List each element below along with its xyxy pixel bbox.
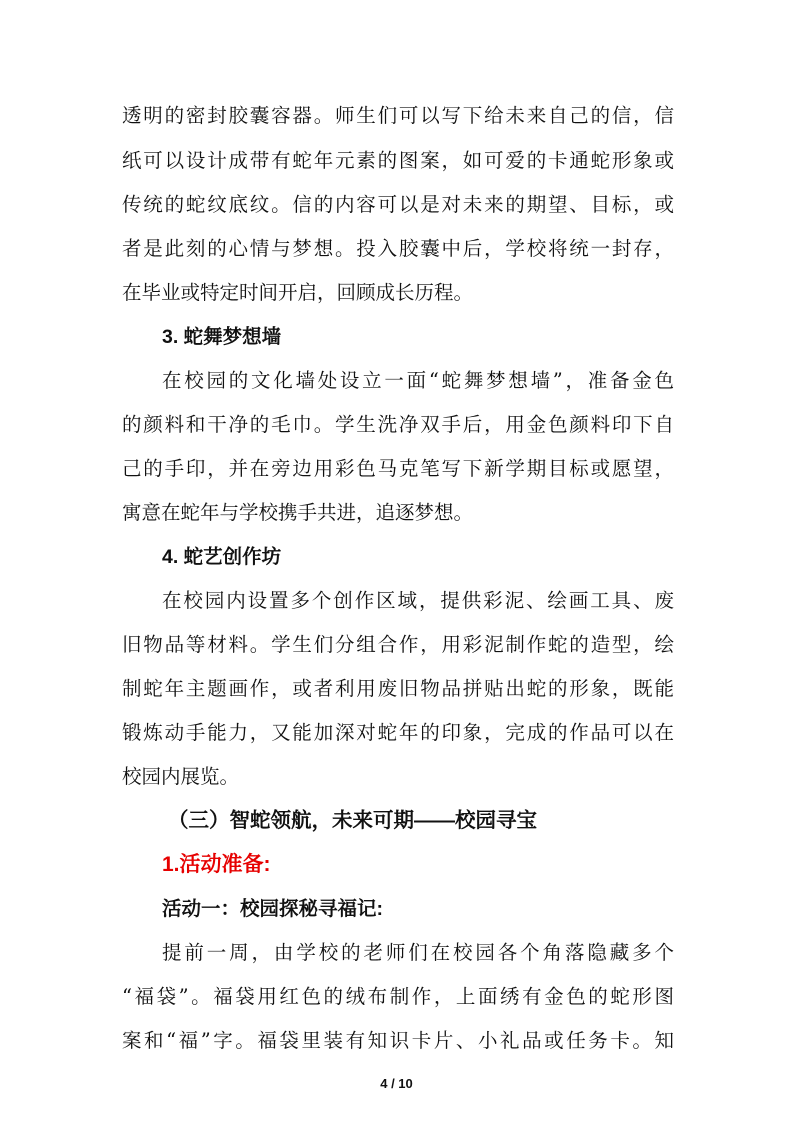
section-title: （三）智蛇领航，未来可期——校园寻宝: [168, 809, 537, 832]
paragraph-line: 制蛇年主题画作，或者利用废旧物品拼贴出蛇的形象，既能: [122, 677, 674, 700]
paragraph-line: 在校园的文化墙处设立一面“蛇舞梦想墙”，准备金色: [162, 369, 674, 392]
paragraph-line: 寓意在蛇年与学校携手共进，追逐梦想。: [122, 501, 474, 524]
paragraph-line: 传统的蛇纹底纹。信的内容可以是对未来的期望、目标，或: [122, 193, 674, 216]
paragraph-line: 锻炼动手能力，又能加深对蛇年的印象，完成的作品可以在: [122, 721, 674, 744]
page-number: 4 / 10: [380, 1076, 413, 1091]
paragraph-line: 提前一周，由学校的老师们在校园各个角落隐藏多个: [162, 941, 674, 964]
paragraph-line: 校园内展览。: [122, 765, 240, 788]
item4-heading: 4. 蛇艺创作坊: [162, 546, 282, 568]
paragraph-line: 在校园内设置多个创作区域，提供彩泥、绘画工具、废: [162, 589, 674, 612]
paragraph-line: 案和“福”字。福袋里装有知识卡片、小礼品或任务卡。知: [122, 1029, 674, 1052]
paragraph-line: 旧物品等材料。学生们分组合作，用彩泥制作蛇的造型，绘: [122, 633, 674, 656]
activity1-heading: 活动一：校园探秘寻福记:: [162, 898, 383, 920]
paragraph-line: 在毕业或特定时间开启，回顾成长历程。: [122, 281, 474, 304]
item3-heading: 3. 蛇舞梦想墙: [162, 326, 282, 348]
paragraph-line: 己的手印，并在旁边用彩色马克笔写下新学期目标或愿望，: [122, 457, 674, 480]
prep-heading: 1.活动准备:: [162, 853, 271, 876]
paragraph-line: 的颜料和干净的毛巾。学生洗净双手后，用金色颜料印下自: [122, 413, 674, 436]
paragraph-line: 纸可以设计成带有蛇年元素的图案，如可爱的卡通蛇形象或: [122, 149, 674, 172]
paragraph-line: 透明的密封胶囊容器。师生们可以写下给未来自己的信，信: [122, 104, 674, 127]
paragraph-line: “福袋”。福袋用红色的绒布制作，上面绣有金色的蛇形图: [122, 985, 674, 1008]
paragraph-line: 者是此刻的心情与梦想。投入胶囊中后，学校将统一封存，: [122, 237, 674, 260]
